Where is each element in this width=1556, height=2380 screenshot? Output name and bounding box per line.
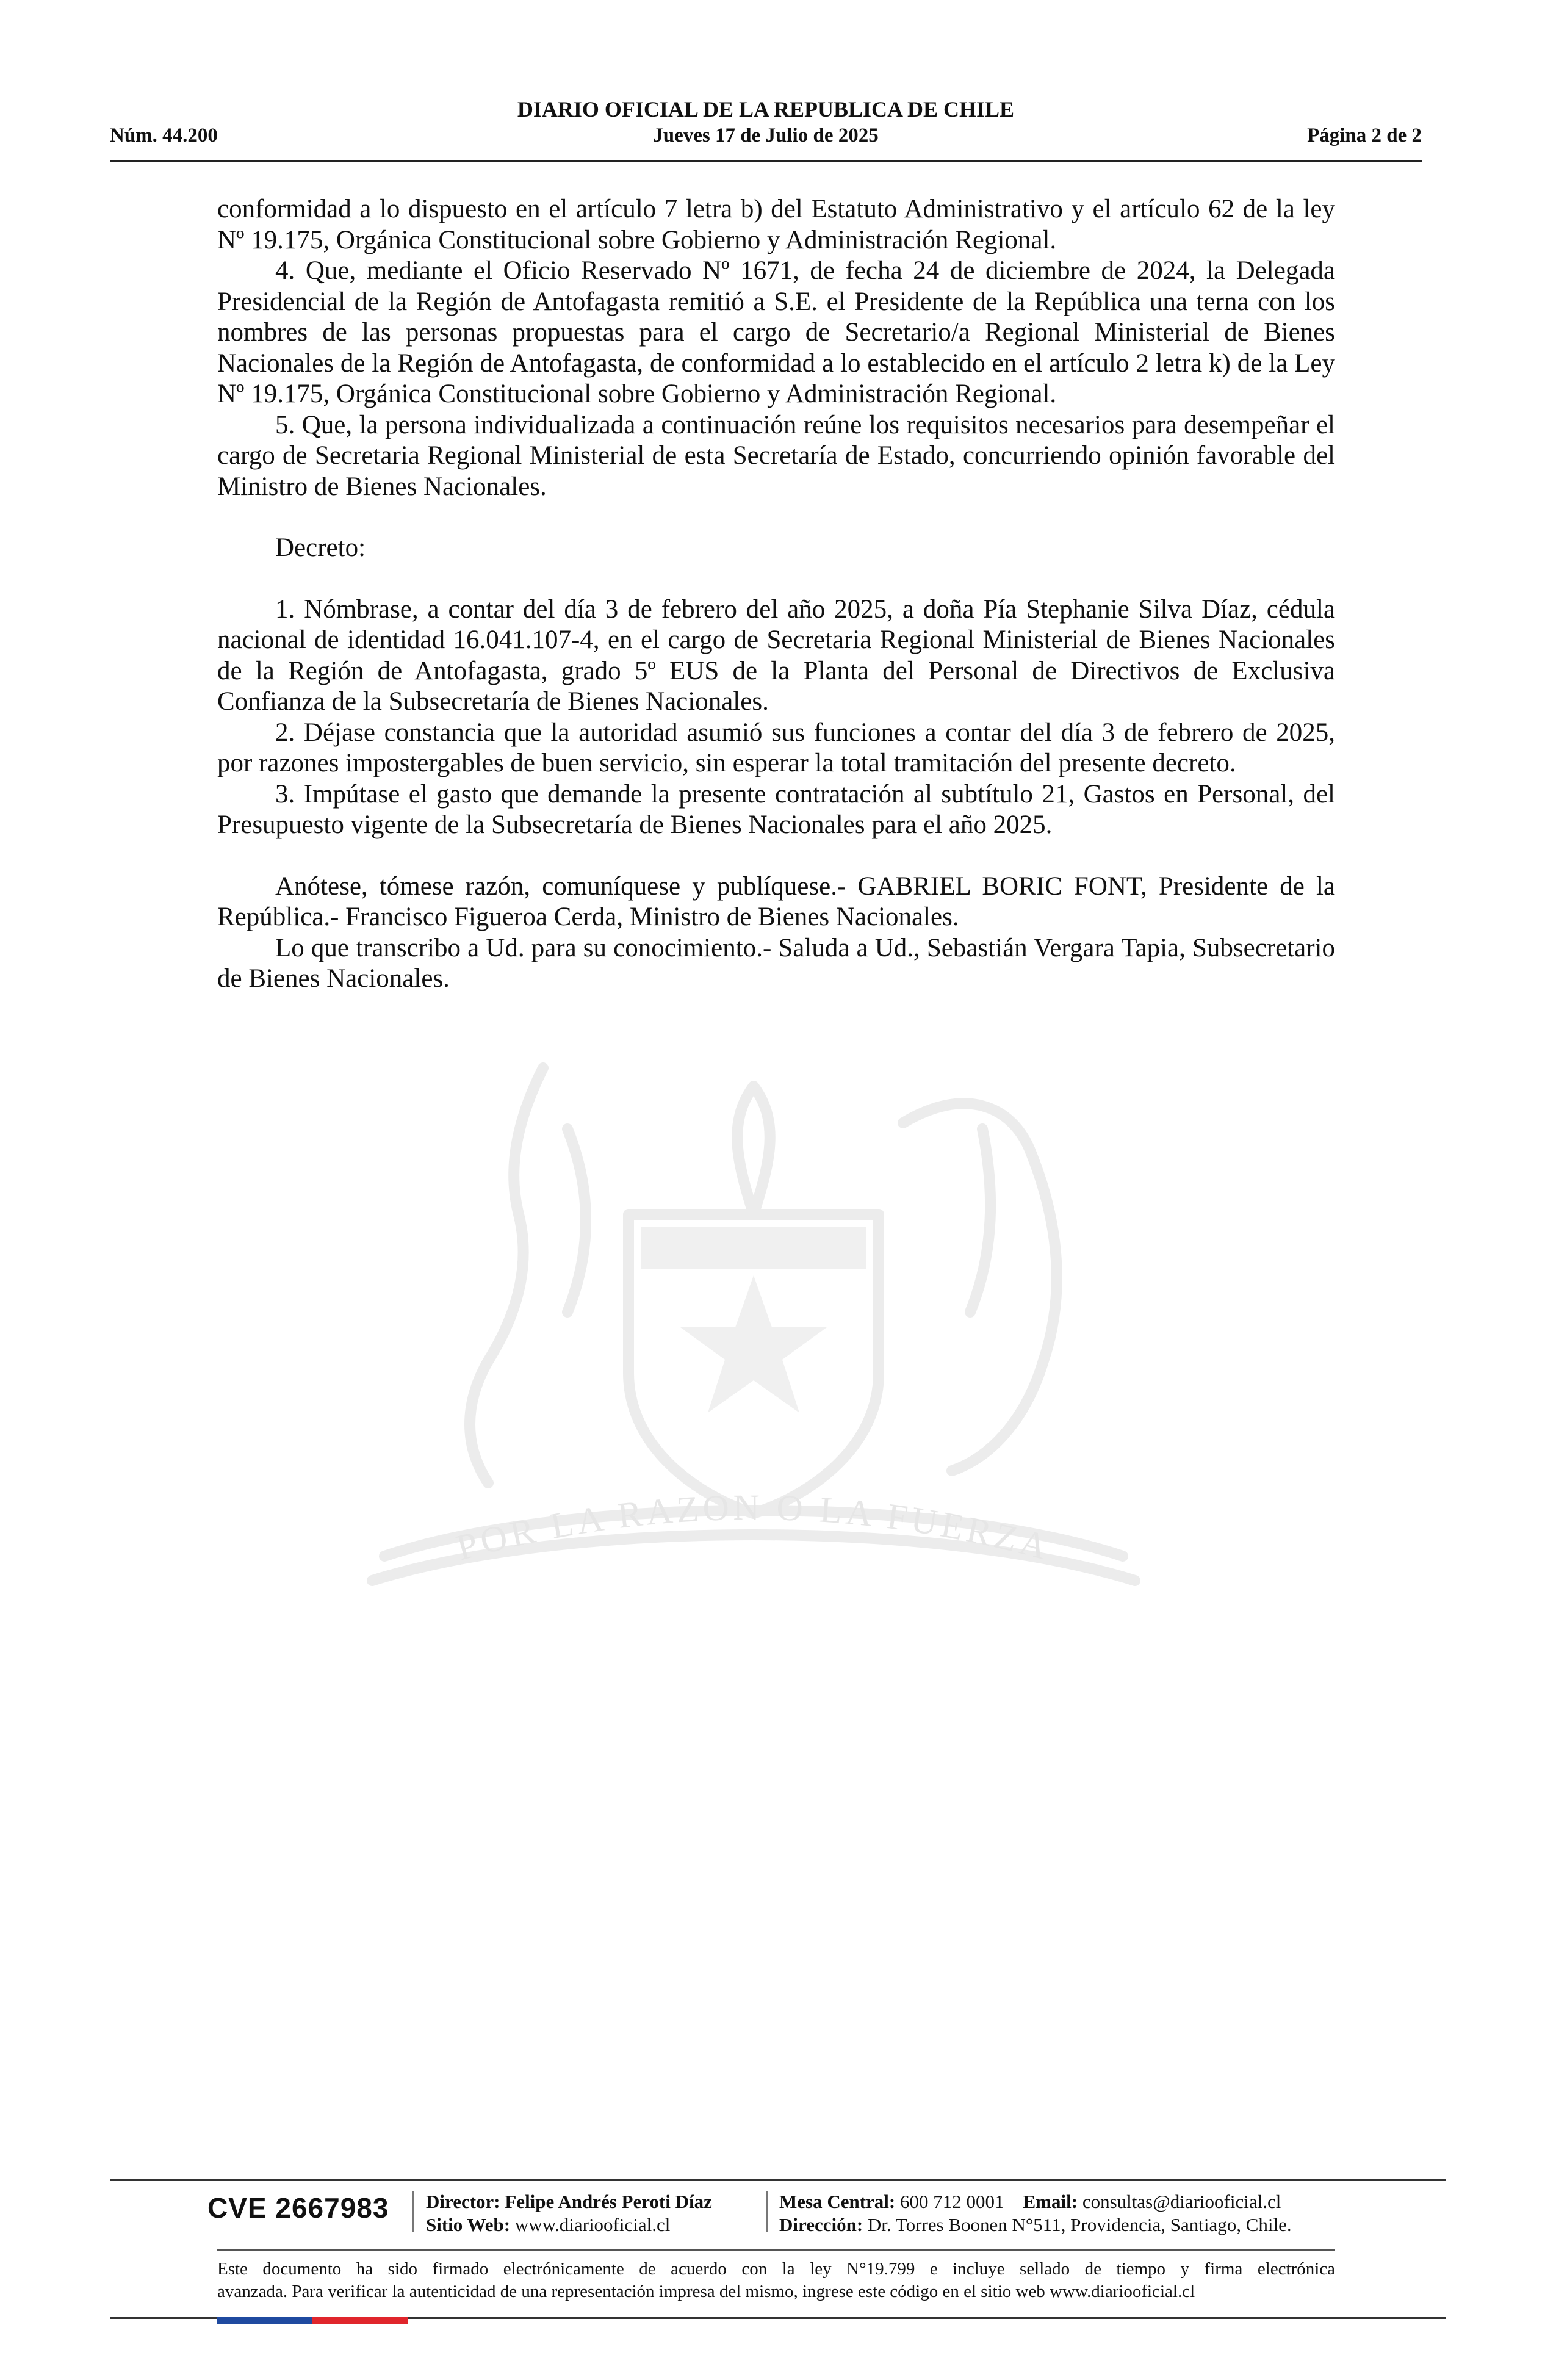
- flag-stripe-red: [312, 2317, 408, 2324]
- svg-text:POR LA RAZON O LA FUERZA: [452, 1487, 1055, 1568]
- decree-heading: Decreto:: [275, 533, 366, 562]
- footer-director-block: [426, 2190, 712, 2237]
- decree-article-2: 2. Déjase constancia que la autoridad asumió sus funciones a contar del día 3 de febrero de 2025, por razones impostergables de buen servicio, sin esperar la total tramitación del presente decreto.: [217, 718, 1335, 777]
- site-label: Sitio Web:: [426, 2214, 511, 2235]
- paragraph-considerando-3-cont: conformidad a lo dispuesto en el artículo 7 letra b) del Estatuto Administrativo y el artículo 62 de la ley Nº 19.175, Orgánica Constitucional sobre Gobierno y Administración Regional.: [217, 195, 1335, 254]
- address-label: Dirección:: [779, 2214, 863, 2235]
- paragraph-considerando-4: 4. Que, mediante el Oficio Reservado Nº 1671, de fecha 24 de diciembre de 2024, la Delegada Presidencial de la Región de Antofagasta remitió a S.E. el Presidente de la República una terna con los nombres de las personas propuestas para el cargo de Secretario/a Regional Ministerial de Bienes Nacionales de la Región de Antofagasta, de conformidad a lo establecido en el artículo 2 letra k) de la Ley Nº 19.175, Orgánica Constitucional sobre Gobierno y Administración Regional.: [217, 256, 1335, 408]
- footer-mid-rule: [217, 2249, 1335, 2251]
- footer-legal-note-line-2: avanzada. Para verificar la autenticidad de una representación impresa del mismo, ingrese este código en el sitio web www.diariooficial.cl: [217, 2282, 1195, 2301]
- email-address[interactable]: consultas@diariooficial.cl: [1082, 2191, 1281, 2212]
- footer-divider: [766, 2191, 768, 2232]
- phone-number: 600 712 0001: [900, 2191, 1004, 2212]
- director-label: Director:: [426, 2191, 500, 2212]
- paragraph-considerando-5: 5. Que, la persona individualizada a continuación reúne los requisitos necesarios para desempeñar el cargo de Secretaria Regional Ministerial de esta Secretaría de Estado, concurriendo opinión favorable del Ministro de Bienes Nacionales.: [217, 410, 1335, 501]
- coat-of-arms-motto: POR LA RAZON O LA FUERZA: [452, 1487, 1055, 1568]
- footer-contact-block: [779, 2190, 1292, 2237]
- coat-of-arms-watermark-icon: [201, 1031, 1306, 1648]
- footer-divider: [412, 2191, 414, 2232]
- issue-date: Jueves 17 de Julio de 2025: [653, 124, 879, 146]
- flag-stripe-blue: [217, 2317, 312, 2324]
- page-header: [110, 94, 1422, 162]
- decree-article-1: 1. Nómbrase, a contar del día 3 de febrero del año 2025, a doña Pía Stephanie Silva Díaz, cédula nacional de identidad 16.041.107-4, en el cargo de Secretaria Regional Ministerial de Bienes Nacionales de la Región de Antofagasta, grado 5º EUS de la Planta del Personal de Directivos de Exclusiva Confianza de la Subsecretaría de Bienes Nacionales.: [217, 594, 1335, 716]
- address-value: Dr. Torres Boonen N°511, Providencia, Santiago, Chile.: [867, 2214, 1292, 2235]
- decree-article-3: 3. Impútase el gasto que demande la presente contratación al subtítulo 21, Gastos en Personal, del Presupuesto vigente de la Subsecretaría de Bienes Nacionales para el año 2025.: [217, 779, 1335, 839]
- site-url[interactable]: www.diariooficial.cl: [514, 2214, 671, 2235]
- footer-legal-note-line-1: Este documento ha sido firmado electrónicamente de acuerdo con la ley N°19.799 e incluye sellado de tiempo y firma electrónica: [217, 2259, 1335, 2279]
- cve-code: CVE 2667983: [207, 2192, 389, 2224]
- footer-top-rule: [110, 2179, 1446, 2181]
- newspaper-title: DIARIO OFICIAL DE LA REPUBLICA DE CHILE: [517, 97, 1015, 121]
- issue-number: Núm. 44.200: [110, 124, 218, 146]
- document-body: [217, 194, 1335, 995]
- closing-signatures: Anótese, tómese razón, comuníquese y publíquese.- GABRIEL BORIC FONT, Presidente de la República.- Francisco Figueroa Cerda, Ministro de Bienes Nacionales.: [217, 871, 1335, 931]
- page-counter: Página 2 de 2: [1307, 124, 1422, 146]
- phone-label: Mesa Central:: [779, 2191, 896, 2212]
- email-label: Email:: [1023, 2191, 1078, 2212]
- director-name: Felipe Andrés Peroti Díaz: [505, 2191, 712, 2212]
- closing-transcription: Lo que transcribo a Ud. para su conocimiento.- Saluda a Ud., Sebastián Vergara Tapia, Subsecretario de Bienes Nacionales.: [217, 933, 1335, 993]
